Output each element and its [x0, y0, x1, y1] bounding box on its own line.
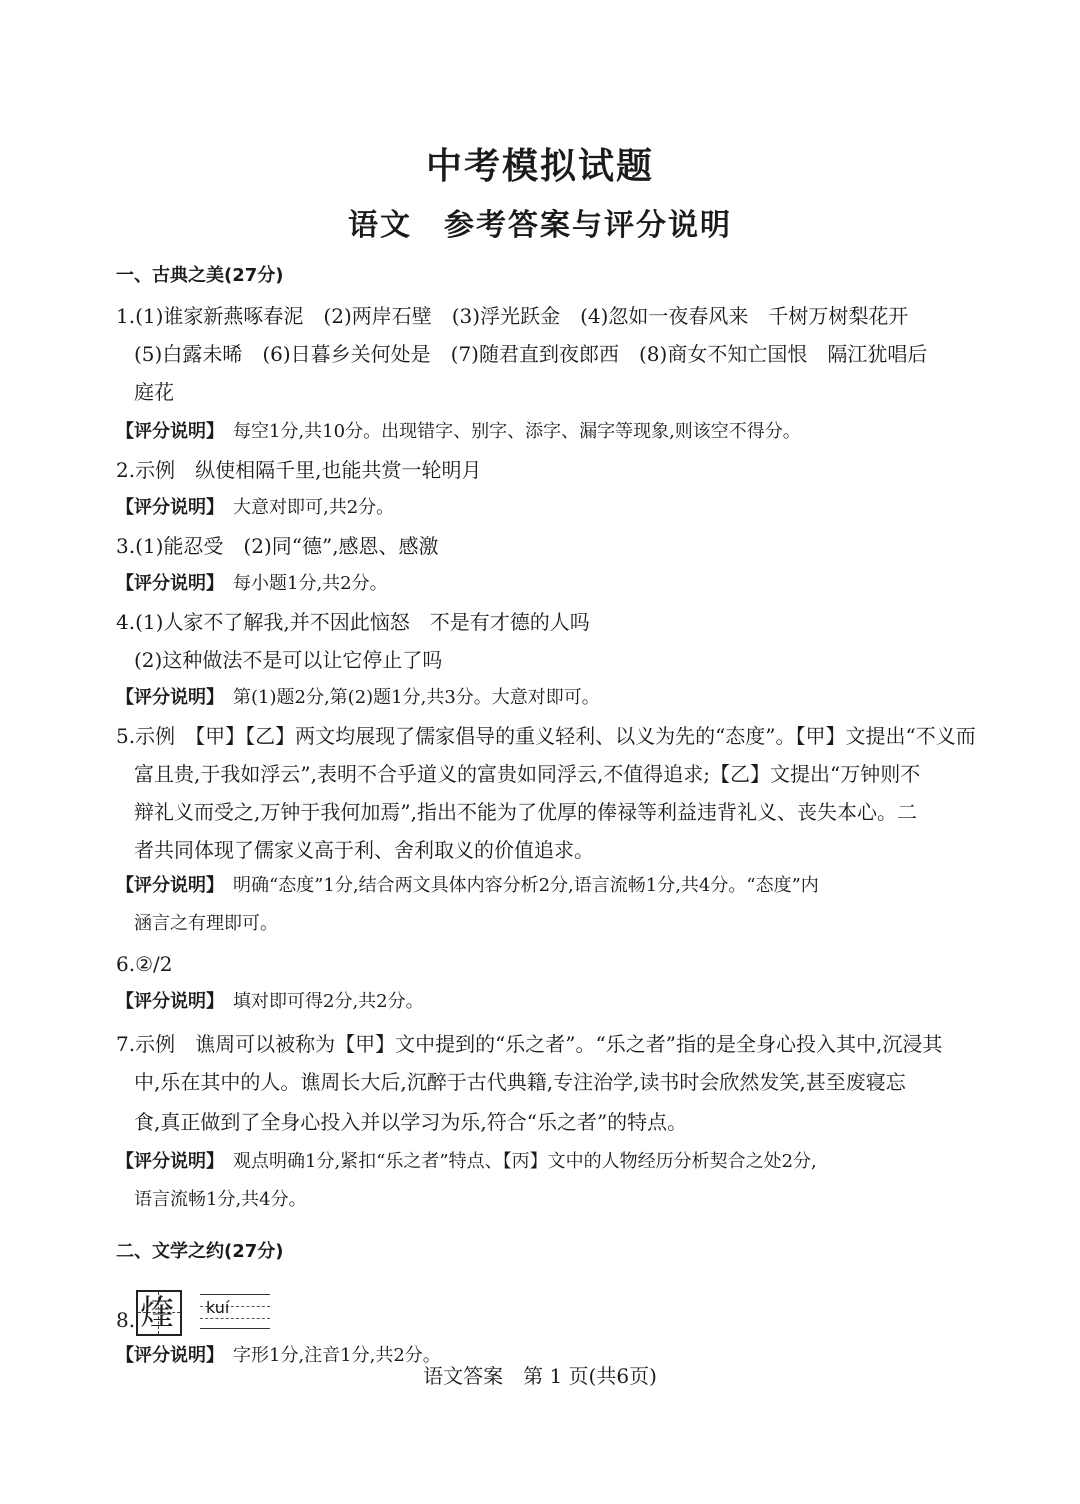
- text-line: 7.示例 谯周可以被称为【甲】文中提到的“乐之者”。“乐之者”指的是全身心投入其中,沉浸其: [116, 1032, 943, 1056]
- text-line: 2.示例 纵使相隔千里,也能共赏一轮明月: [116, 458, 482, 482]
- text-line: 语言流畅1分,共4分。: [134, 1189, 307, 1210]
- grading-label: 【评分说明】: [116, 421, 215, 442]
- text-line: 二、文学之约(27分): [116, 1241, 284, 1262]
- text-line: 中,乐在其中的人。谯周长大后,沉醉于古代典籍,专注治学,读书时会欣然发笑,甚至废寝忘: [134, 1070, 906, 1094]
- text-line: 8.: [116, 1308, 136, 1332]
- text-line: 【评分说明】 明确“态度”1分,结合两文具体内容分析2分,语言流畅1分,共4分。“态度”内: [116, 875, 819, 896]
- text-line: 【评分说明】 字形1分,注音1分,共2分。: [116, 1345, 441, 1366]
- text-line: 3.(1)能忍受 (2)同“德”,感恩、感激: [116, 534, 439, 558]
- text-line: 1.(1)谁家新燕啄春泥 (2)两岸石壁 (3)浮光跃金 (4)忽如一夜春风来 千树万树梨花开: [116, 304, 909, 328]
- grading-label: 【评分说明】: [116, 687, 215, 708]
- text-line: 【评分说明】 观点明确1分,紧扣“乐之者”特点、【丙】文中的人物经历分析契合之处2分,: [116, 1151, 817, 1172]
- grading-label: 【评分说明】: [116, 1151, 215, 1172]
- text-line: 6.②/2: [116, 952, 173, 976]
- text-line: 5.示例 【甲】【乙】两文均展现了儒家倡导的重义轻利、以义为先的“态度”。【甲】文提出“不义而: [116, 724, 976, 748]
- pinyin-writing-lines: [200, 1294, 270, 1330]
- q8-character: 煃: [140, 1293, 174, 1333]
- grading-label: 【评分说明】: [116, 497, 215, 518]
- text-line: 【评分说明】 每空1分,共10分。出现错字、别字、添字、漏字等现象,则该空不得分。: [116, 421, 801, 442]
- page-subtitle: 语文 参考答案与评分说明: [348, 208, 732, 243]
- text-line: 一、古典之美(27分): [116, 265, 284, 286]
- grading-label: 【评分说明】: [116, 875, 215, 896]
- text-line: 【评分说明】 填对即可得2分,共2分。: [116, 991, 424, 1012]
- character-writing-box: [136, 1290, 182, 1336]
- page-footer: 语文答案 第 1 页(共6页): [423, 1364, 657, 1388]
- grading-label: 【评分说明】: [116, 991, 215, 1012]
- text-line: 【评分说明】 大意对即可,共2分。: [116, 497, 395, 518]
- text-line: (2)这种做法不是可以让它停止了吗: [134, 648, 443, 672]
- text-line: 富且贵,于我如浮云”,表明不合乎道义的富贵如同浮云,不值得追求;【乙】文提出“万钟则不: [134, 762, 921, 786]
- text-line: (5)白露未晞 (6)日暮乡关何处是 (7)随君直到夜郎西 (8)商女不知亡国恨 隔江犹唱后: [134, 342, 928, 366]
- text-line: 涵言之有理即可。: [134, 913, 278, 934]
- q8-pinyin: kuí: [206, 1298, 230, 1317]
- text-line: 食,真正做到了全身心投入并以学习为乐,符合“乐之者”的特点。: [134, 1110, 688, 1134]
- text-line: 者共同体现了儒家义高于利、舍利取义的价值追求。: [134, 838, 594, 862]
- text-line: 【评分说明】 每小题1分,共2分。: [116, 573, 388, 594]
- grading-label: 【评分说明】: [116, 573, 215, 594]
- text-line: 【评分说明】 第(1)题2分,第(2)题1分,共3分。大意对即可。: [116, 687, 600, 708]
- grading-label: 【评分说明】: [116, 1345, 215, 1366]
- text-line: 4.(1)人家不了解我,并不因此恼怒 不是有才德的人吗: [116, 610, 590, 634]
- page-title: 中考模拟试题: [425, 146, 654, 187]
- text-line: 辩礼义而受之,万钟于我何加焉”,指出不能为了优厚的俸禄等利益违背礼义、丧失本心。二: [134, 800, 917, 824]
- text-line: 庭花: [134, 380, 174, 404]
